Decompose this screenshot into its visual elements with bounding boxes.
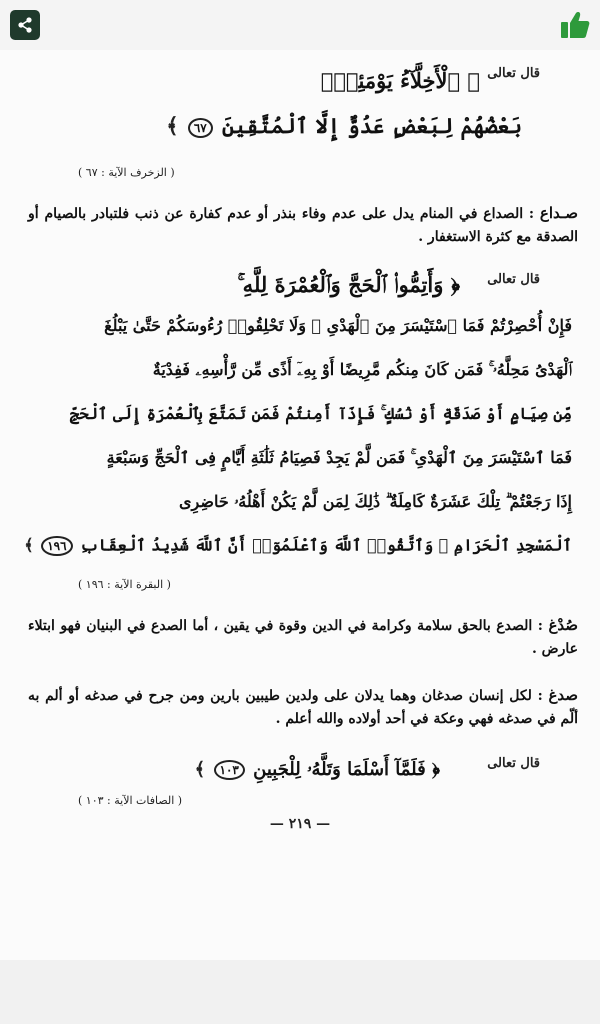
verse-line-with-number [195,760,440,780]
verse-text: ٱلْمَسْجِدِ ٱلْحَرَامِ ۚ وَٱتَّقُوا۟ ٱللَّهَ وَٱعْلَمُوٓا۟ أَنَّ ٱللَّهَ شَدِيدُ ٱلْعِقَابِ [80,535,572,555]
dictionary-entry [28,202,578,249]
verse-line-with-number [166,115,522,138]
share-icon [16,16,34,34]
verse-line: ﴿ ٱلْأَخِلَّآءُ يَوْمَئِذٍۭ [320,68,480,93]
verse-reference: ( البقرة الآية : ١٩٦ ) [78,578,171,591]
thumbs-up-icon [559,9,591,41]
bottom-bar [0,960,600,1024]
dictionary-entry [28,684,578,731]
entry-text: : الصدع بالحق سلامة وكرامة في الدين وقوة في يقين ، أما الصدع في البنيان فهو ابتلاء عارض . [28,618,578,657]
verse-close-bracket: ﴾ [166,113,179,138]
verse-line: إِذَا رَجَعْتُمْ ۗ تِلْكَ عَشَرَةٌ كَامِلَةٌ ۗ ذَٰلِكَ لِمَن لَّمْ يَكُنْ أَهْلُهُۥ حَاضِرِى [179,492,572,511]
verse-text: ﴿ فَلَمَّآ أَسْلَمَا وَتَلَّهُۥ لِلْجَبِينِ [253,759,440,780]
verse-reference: ( الزخرف الآية : ٦٧ ) [78,166,175,179]
page-number: — ٢١٩ — [269,816,331,832]
verse-intro-label: قال تعالى [487,66,540,81]
verse-text: بَعْضُهُمْ لِبَعْضٍ عَدُوٌّ إِلَّا ٱلْمُتَّقِينَ [222,113,522,138]
ayah-number-badge: ٦٧ [188,118,213,138]
ayah-number-badge: ١٠٣ [214,760,245,780]
like-button[interactable] [558,8,592,42]
entry-text: : لكل إنسان صدغان وهما يدلان على ولدين طيبين بارين ومن جرح في صدغه أو ألم به ألّم في صدغه فهي وعكة في أحد أولاده والله أعلم . [28,688,578,727]
verse-line: ﴿ وَأَتِمُّوا۟ ٱلْحَجَّ وَٱلْعُمْرَةَ لِلَّهِ ۚ [237,272,460,297]
verse-intro-label: قال تعالى [487,756,540,771]
entry-term: صُدْغ [548,616,578,634]
verse-reference: ( الصافات الآية : ١٠٣ ) [78,794,183,807]
verse-line-with-number [24,536,572,556]
verse-line: مِّن صِيَامٍ أَوْ صَدَقَةٍ أَوْ نُسُكٍ ۚ فَإِذَآ أَمِنتُمْ فَمَن تَمَتَّعَ بِٱلْعُمْرَةِ إِلَى ٱلْحَجِّ [69,404,572,423]
ayah-number-badge: ١٩٦ [41,536,72,556]
verse-line: فَمَا ٱسْتَيْسَرَ مِنَ ٱلْهَدْىِ ۚ فَمَن لَّمْ يَجِدْ فَصِيَامُ ثَلَٰثَةِ أَيَّامٍ فِى ٱلْحَجِّ وَسَبْعَةٍ [106,448,572,467]
entry-text: : الصداع في المنام يدل على عدم وفاء بنذر أو عدم كفارة عن ذنب فلتبادر بالصيام أو الصدقة مع كثرة الاستغفار . [28,206,578,245]
verse-close-bracket: ﴾ [194,759,206,780]
verse-close-bracket: ﴾ [24,535,34,555]
top-toolbar [0,0,600,51]
share-button[interactable] [10,10,40,40]
entry-term: صدغ [548,686,578,704]
dictionary-entry [28,614,578,661]
verse-line: فَإِنْ أُحْصِرْتُمْ فَمَا ٱسْتَيْسَرَ مِنَ ٱلْهَدْىِ ۖ وَلَا تَحْلِقُوا۟ رُءُوسَكُمْ حَتَّىٰ يَبْلُغَ [104,316,572,335]
entry-term: صـداع [539,204,578,222]
verse-intro-label: قال تعالى [487,272,540,287]
verse-line: ٱلْهَدْىُ مَحِلَّهُۥ ۚ فَمَن كَانَ مِنكُم مَّرِيضًا أَوْ بِهِۦٓ أَذًى مِّن رَّأْسِهِۦ فَفِدْيَةٌ [152,360,572,379]
